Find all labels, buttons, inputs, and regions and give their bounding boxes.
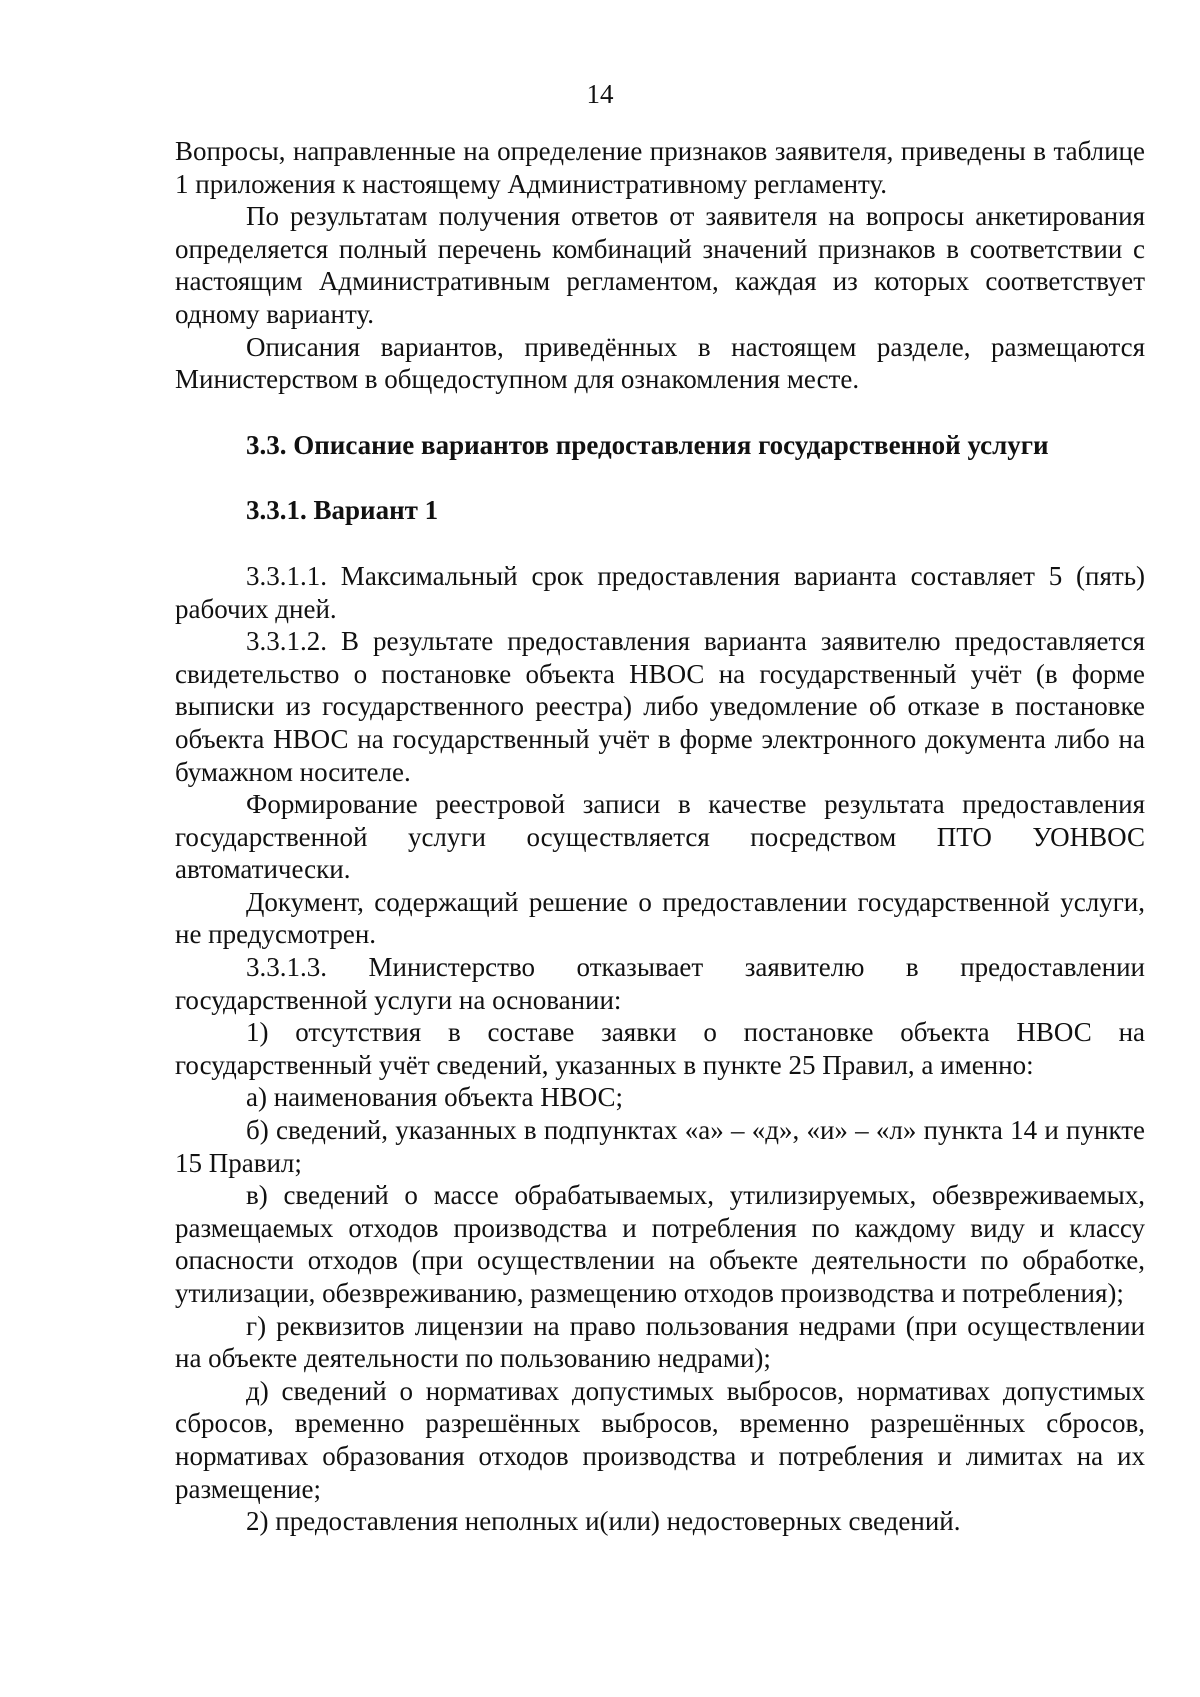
body-paragraph: 3.3.1.1. Максимальный срок предоставления варианта составляет 5 (пять) рабочих дней. (175, 560, 1145, 624)
sub-list-item: д) сведений о нормативах допустимых выбросов, нормативах допустимых сбросов, временно разрешённых выбросов, временно разрешённых сбросов, нормативах образования отходов производства и потребления и лимитах на их размещение; (175, 1375, 1145, 1504)
body-paragraph: 3.3.1.2. В результате предоставления варианта заявителю предоставляется свидетельство о постановке объекта НВОС на государственный учёт (в форме выписки из государственного реестра) либо уведомление об отказе в постановке объекта НВОС на государственный учёт в форме электронного документа либо на бумажном носителе. (175, 626, 1145, 787)
intro-paragraph-2: По результатам получения ответов от заявителя на вопросы анкетирования определяется полный перечень комбинаций значений признаков в соответствии с настоящим Административным регламентом, каждая из которых соответствует одному варианту. (175, 201, 1145, 329)
sub-list-item: а) наименования объекта НВОС; (246, 1082, 624, 1113)
body-paragraph: Документ, содержащий решение о предоставлении государственной услуги, не предусмотрен. (175, 886, 1145, 950)
intro-paragraph-3: Описания вариантов, приведённых в настоящем разделе, размещаются Министерством в общедоступном для ознакомления месте. (175, 331, 1145, 395)
list-item: 2) предоставления неполных и(или) недостоверных сведений. (246, 1506, 961, 1537)
subsection-heading: 3.3.1. Вариант 1 (246, 495, 439, 526)
body-paragraph: Формирование реестровой записи в качестве результата предоставления государственной услуги осуществляется посредством ПТО УОНВОС автоматически. (175, 789, 1145, 885)
sub-list-item: в) сведений о массе обрабатываемых, утилизируемых, обезвреживаемых, размещаемых отходов производства и потребления по каждому виду и классу опасности отходов (при осуществлении на объекте деятельности по обработке, утилизации, обезвреживанию, размещению отходов производства и потребления); (175, 1180, 1145, 1308)
page-number: 14 (586, 79, 614, 109)
page-content (175, 135, 1145, 1538)
body-paragraph: 3.3.1.3. Министерство отказывает заявителю в предоставлении государственной услуги на основании: (175, 952, 1145, 1015)
section-heading: 3.3. Описание вариантов предоставления государственной услуги (246, 429, 1049, 460)
sub-list-item: б) сведений, указанных в подпунктах «а» – «д», «и» – «л» пункта 14 и пункте 15 Правил; (175, 1115, 1145, 1178)
intro-paragraph-1: Вопросы, направленные на определение признаков заявителя, приведены в таблице 1 приложения к настоящему Административному регламенту. (175, 136, 1145, 199)
sub-list-item: г) реквизитов лицензии на право пользования недрами (при осуществлении на объекте деятельности по пользованию недрами); (175, 1310, 1145, 1374)
list-item: 1) отсутствия в составе заявки о постановке объекта НВОС на государственный учёт сведений, указанных в пункте 25 Правил, а именно: (175, 1017, 1145, 1080)
